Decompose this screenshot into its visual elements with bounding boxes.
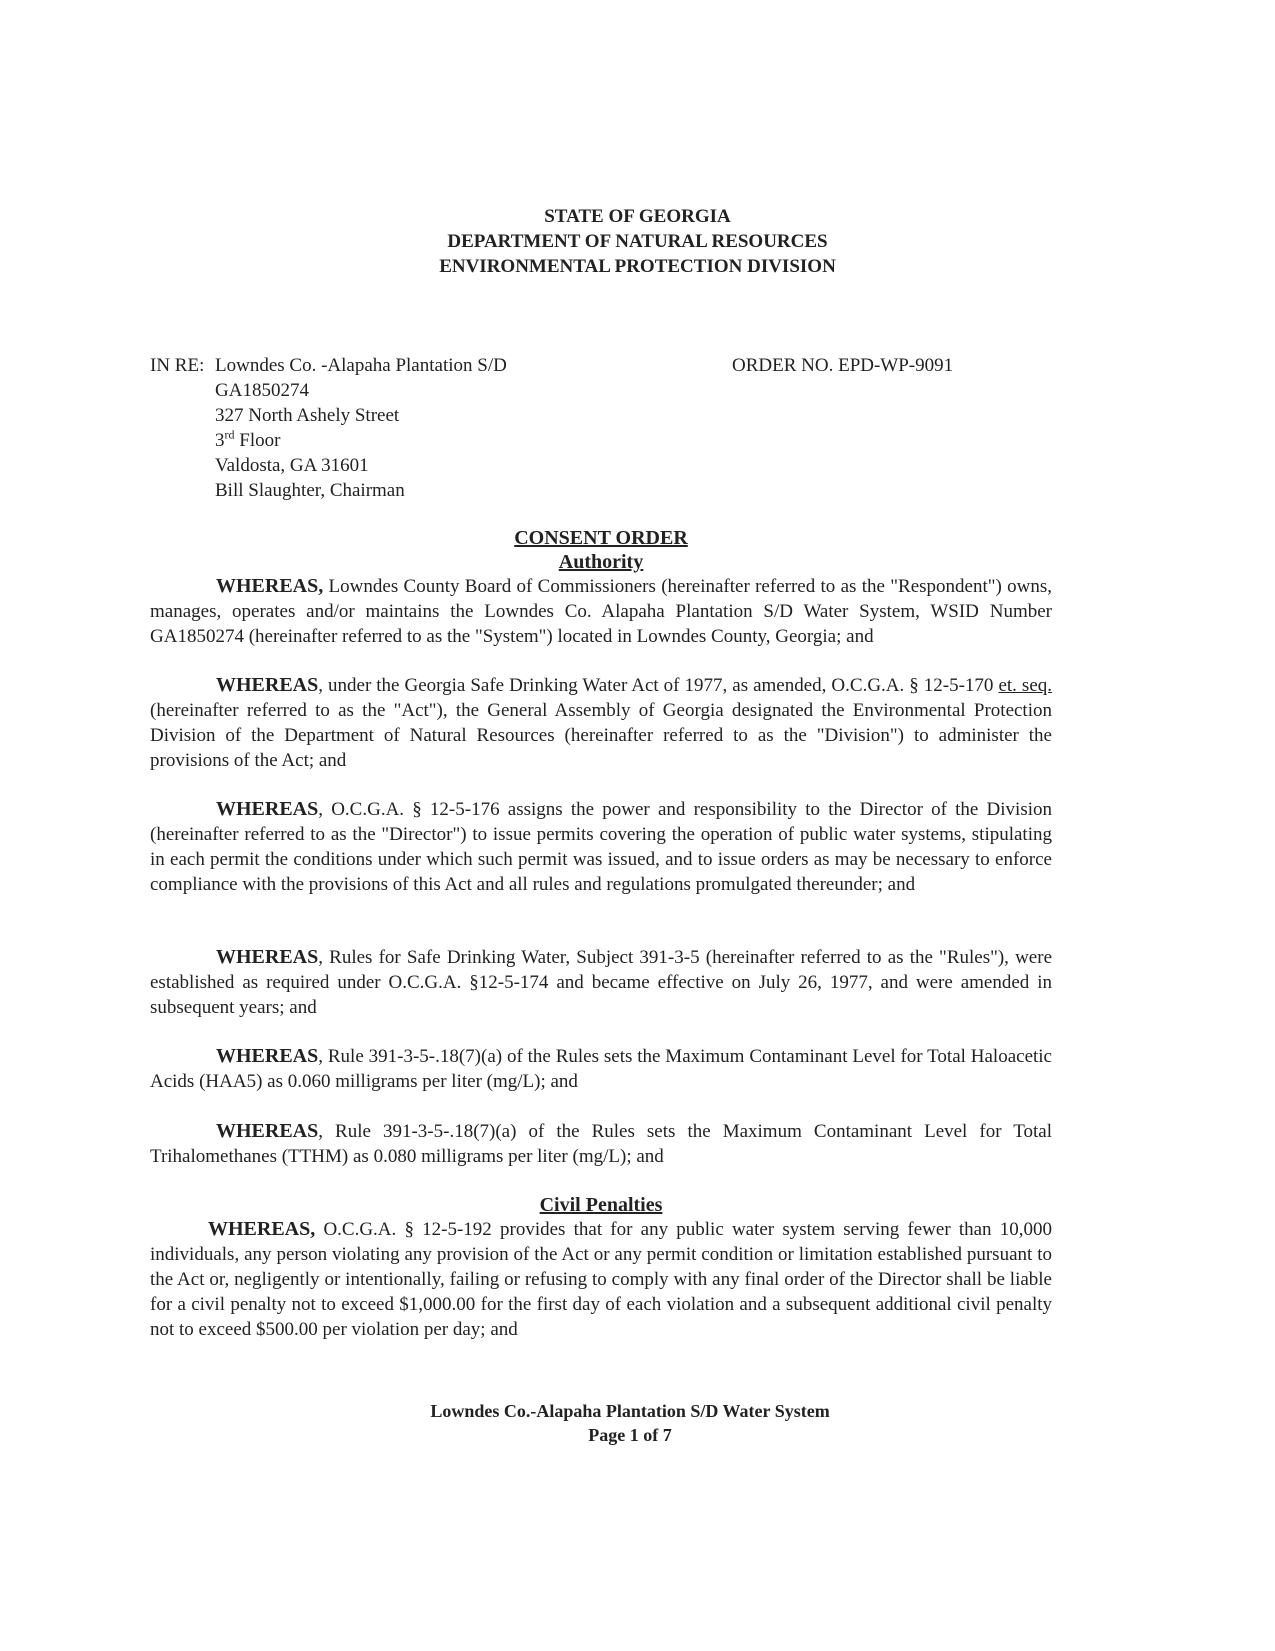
in-re-block	[215, 353, 507, 503]
section-civil-penalties: Civil Penalties	[539, 1194, 663, 1216]
whereas-director	[150, 797, 1052, 897]
floor-text: Floor	[234, 430, 281, 451]
paragraph-text: , under the Georgia Safe Drinking Water Act of 1977, as amended, O.C.G.A. § 12-5-170	[318, 675, 999, 696]
et-seq: et. seq.	[998, 675, 1052, 696]
document-title: CONSENT ORDER	[514, 527, 688, 549]
in-re-contact: Bill Slaughter, Chairman	[215, 480, 405, 501]
in-re-floor	[215, 428, 507, 453]
whereas-tthm	[150, 1119, 1052, 1169]
whereas-lead: WHEREAS,	[208, 1218, 316, 1240]
whereas-lead: WHEREAS	[216, 798, 319, 820]
whereas-act	[150, 673, 1052, 773]
floor-suffix: rd	[224, 427, 235, 442]
section-authority: Authority	[558, 551, 644, 573]
paragraph-text: , Rule 391-3-5-.18(7)(a) of the Rules sets the Maximum Contaminant Level for Total Trihalomethanes (TTHM) as 0.080 milligrams per liter (mg/L); and	[150, 1121, 1052, 1167]
header-division: ENVIRONMENTAL PROTECTION DIVISION	[439, 256, 836, 277]
agency-header	[0, 204, 1275, 279]
in-re-street: 327 North Ashely Street	[215, 405, 400, 426]
footer-system: Lowndes Co.-Alapaha Plantation S/D Water System	[430, 1401, 830, 1421]
order-number: ORDER NO. EPD-WP-9091	[732, 355, 954, 376]
whereas-respondent	[150, 574, 1052, 649]
page-footer	[0, 1399, 1260, 1447]
header-state: STATE OF GEORGIA	[544, 206, 731, 227]
whereas-lead: WHEREAS	[216, 946, 319, 968]
paragraph-text: , Rules for Safe Drinking Water, Subject 391-3-5 (hereinafter referred to as the "Rules"), were established as required under O.C.G.A. §12-5-174 and became effective on July 26, 1977, and were amended in subsequent years; and	[150, 947, 1052, 1018]
whereas-haa5	[150, 1044, 1052, 1094]
paragraph-text: , O.C.G.A. § 12-5-176 assigns the power and responsibility to the Director of the Division (hereinafter referred to as the "Director") to issue permits covering the operation of public water systems, stipulating in each permit the conditions under which such permit was issued, and to issue orders as may be necessary to enforce compliance with the provisions of this Act and all rules and regulations promulgated thereunder; and	[150, 799, 1052, 895]
paragraph-text: O.C.G.A. § 12-5-192 provides that for any public water system serving fewer than 10,000 individuals, any person violating any provision of the Act or any permit condition or limitation established pursuant to the Act or, negligently or intentionally, failing or refusing to comply with any final order of the Director shall be liable for a civil penalty not to exceed $1,000.00 for the first day of each violation and a subsequent additional civil penalty not to exceed $500.00 per violation per day; and	[150, 1219, 1052, 1340]
whereas-rules	[150, 945, 1052, 1020]
in-re-label: IN RE:	[150, 355, 205, 376]
whereas-lead: WHEREAS	[216, 674, 319, 696]
whereas-lead: WHEREAS,	[216, 575, 324, 597]
in-re-wsid: GA1850274	[215, 380, 309, 401]
whereas-lead: WHEREAS	[216, 1045, 319, 1067]
whereas-civil-penalty	[150, 1217, 1052, 1342]
paragraph-text: Lowndes County Board of Commissioners (hereinafter referred to as the "Respondent") owns, manages, operates and/or maintains the Lowndes Co. Alapaha Plantation S/D Water System, WSID Number GA1850274 (hereinafter referred to as the "System") located in Lowndes County, Georgia; and	[150, 576, 1052, 647]
in-re-city: Valdosta, GA 31601	[215, 455, 369, 476]
in-re-name: Lowndes Co. -Alapaha Plantation S/D	[215, 355, 507, 376]
paragraph-text: , Rule 391-3-5-.18(7)(a) of the Rules sets the Maximum Contaminant Level for Total Haloacetic Acids (HAA5) as 0.060 milligrams per liter (mg/L); and	[150, 1046, 1052, 1092]
header-department: DEPARTMENT OF NATURAL RESOURCES	[447, 231, 828, 252]
floor-number: 3	[215, 430, 225, 451]
whereas-lead: WHEREAS	[216, 1120, 319, 1142]
paragraph-text: (hereinafter referred to as the "Act"), the General Assembly of Georgia designated the Environmental Protection Division of the Department of Natural Resources (hereinafter referred to as the "Division") to administer the provisions of the Act; and	[150, 700, 1052, 771]
page-number: Page 1 of 7	[588, 1425, 672, 1445]
